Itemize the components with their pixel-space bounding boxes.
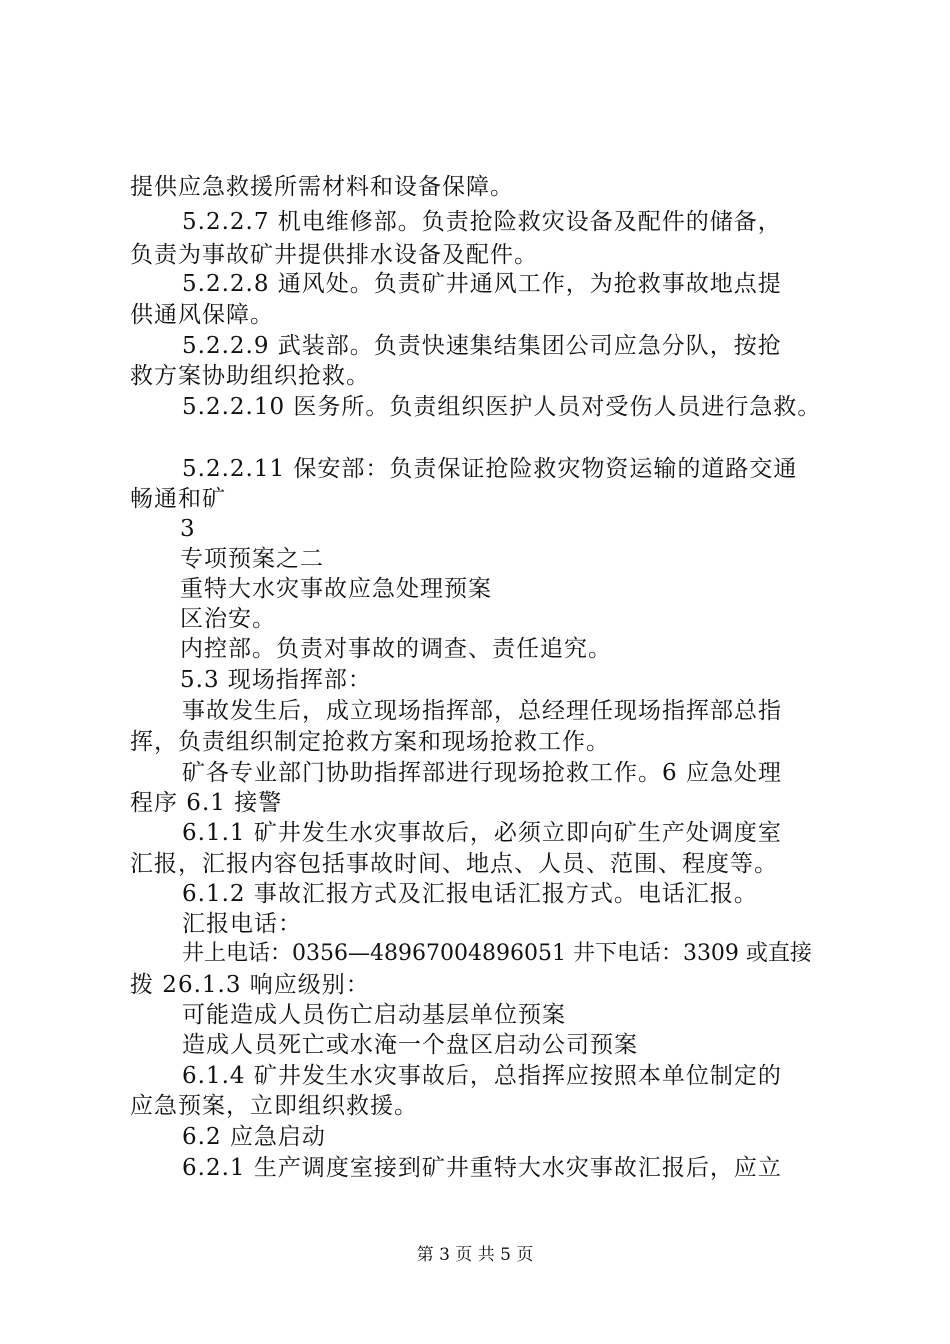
text-line-9: 5.2.2.11 保安部：负责保证抢险救灾物资运输的道路交通: [182, 456, 798, 482]
text-line-10: 畅通和矿: [130, 486, 226, 512]
text-line-4: 5.2.2.8 通风处。负责矿井通风工作，为抢救事故地点提: [182, 271, 782, 297]
text-line-26: 拨 26.1.3 响应级别：: [130, 972, 370, 998]
text-line-15: 内控部。负责对事故的调查、责任追究。: [180, 636, 612, 662]
text-line-20: 程序 6.1 接警: [130, 790, 283, 816]
text-line-28: 造成人员死亡或水淹一个盘区启动公司预案: [182, 1032, 638, 1058]
text-line-21: 6.1.1 矿井发生水灾事故后，必须立即向矿生产处调度室: [182, 820, 782, 846]
page-number-inline: 3: [180, 516, 196, 542]
text-line-8: 5.2.2.10 医务所。负责组织医护人员对受伤人员进行急救。: [182, 394, 822, 420]
text-line-12: 专项预案之二: [180, 546, 324, 572]
text-line-14: 区治安。: [180, 606, 276, 632]
text-line-6: 5.2.2.9 武装部。负责快速集结集团公司应急分队，按抢: [182, 333, 782, 359]
text-line-27: 可能造成人员伤亡启动基层单位预案: [182, 1002, 566, 1028]
text-line-2: 5.2.2.7 机电维修部。负责抢险救灾设备及配件的储备，: [182, 209, 782, 235]
text-line-30: 应急预案，立即组织救援。: [130, 1093, 418, 1119]
text-line-18: 挥，负责组织制定抢救方案和现场抢救工作。: [130, 729, 610, 755]
text-line-7: 救方案协助组织抢救。: [130, 363, 370, 389]
text-line-24: 汇报电话：: [182, 911, 302, 937]
text-line-22: 汇报，汇报内容包括事故时间、地点、人员、范围、程度等。: [130, 851, 778, 877]
section-heading-6-2: 6.2 应急启动: [182, 1124, 326, 1150]
plan-title: 重特大水灾事故应急处理预案: [180, 576, 492, 602]
page-footer: 第 3 页 共 5 页: [416, 1245, 534, 1265]
text-line-25: 井上电话：0356—48967004896051 井下电话：3309 或直接: [182, 941, 812, 966]
section-heading-5-3: 5.3 现场指挥部：: [180, 667, 372, 693]
text-line-29: 6.1.4 矿井发生水灾事故后，总指挥应按照本单位制定的: [182, 1063, 782, 1089]
text-line-32: 6.2.1 生产调度室接到矿井重特大水灾事故汇报后，应立: [182, 1155, 782, 1181]
text-line-19: 矿各专业部门协助指挥部进行现场抢救工作。6 应急处理: [182, 760, 782, 786]
text-line-1: 提供应急救援所需材料和设备保障。: [130, 174, 514, 200]
text-line-3: 负责为事故矿井提供排水设备及配件。: [130, 242, 538, 268]
text-line-5: 供通风保障。: [130, 302, 274, 328]
text-line-23: 6.1.2 事故汇报方式及汇报电话汇报方式。电话汇报。: [182, 881, 758, 907]
text-line-17: 事故发生后，成立现场指挥部，总经理任现场指挥部总指: [182, 698, 782, 724]
